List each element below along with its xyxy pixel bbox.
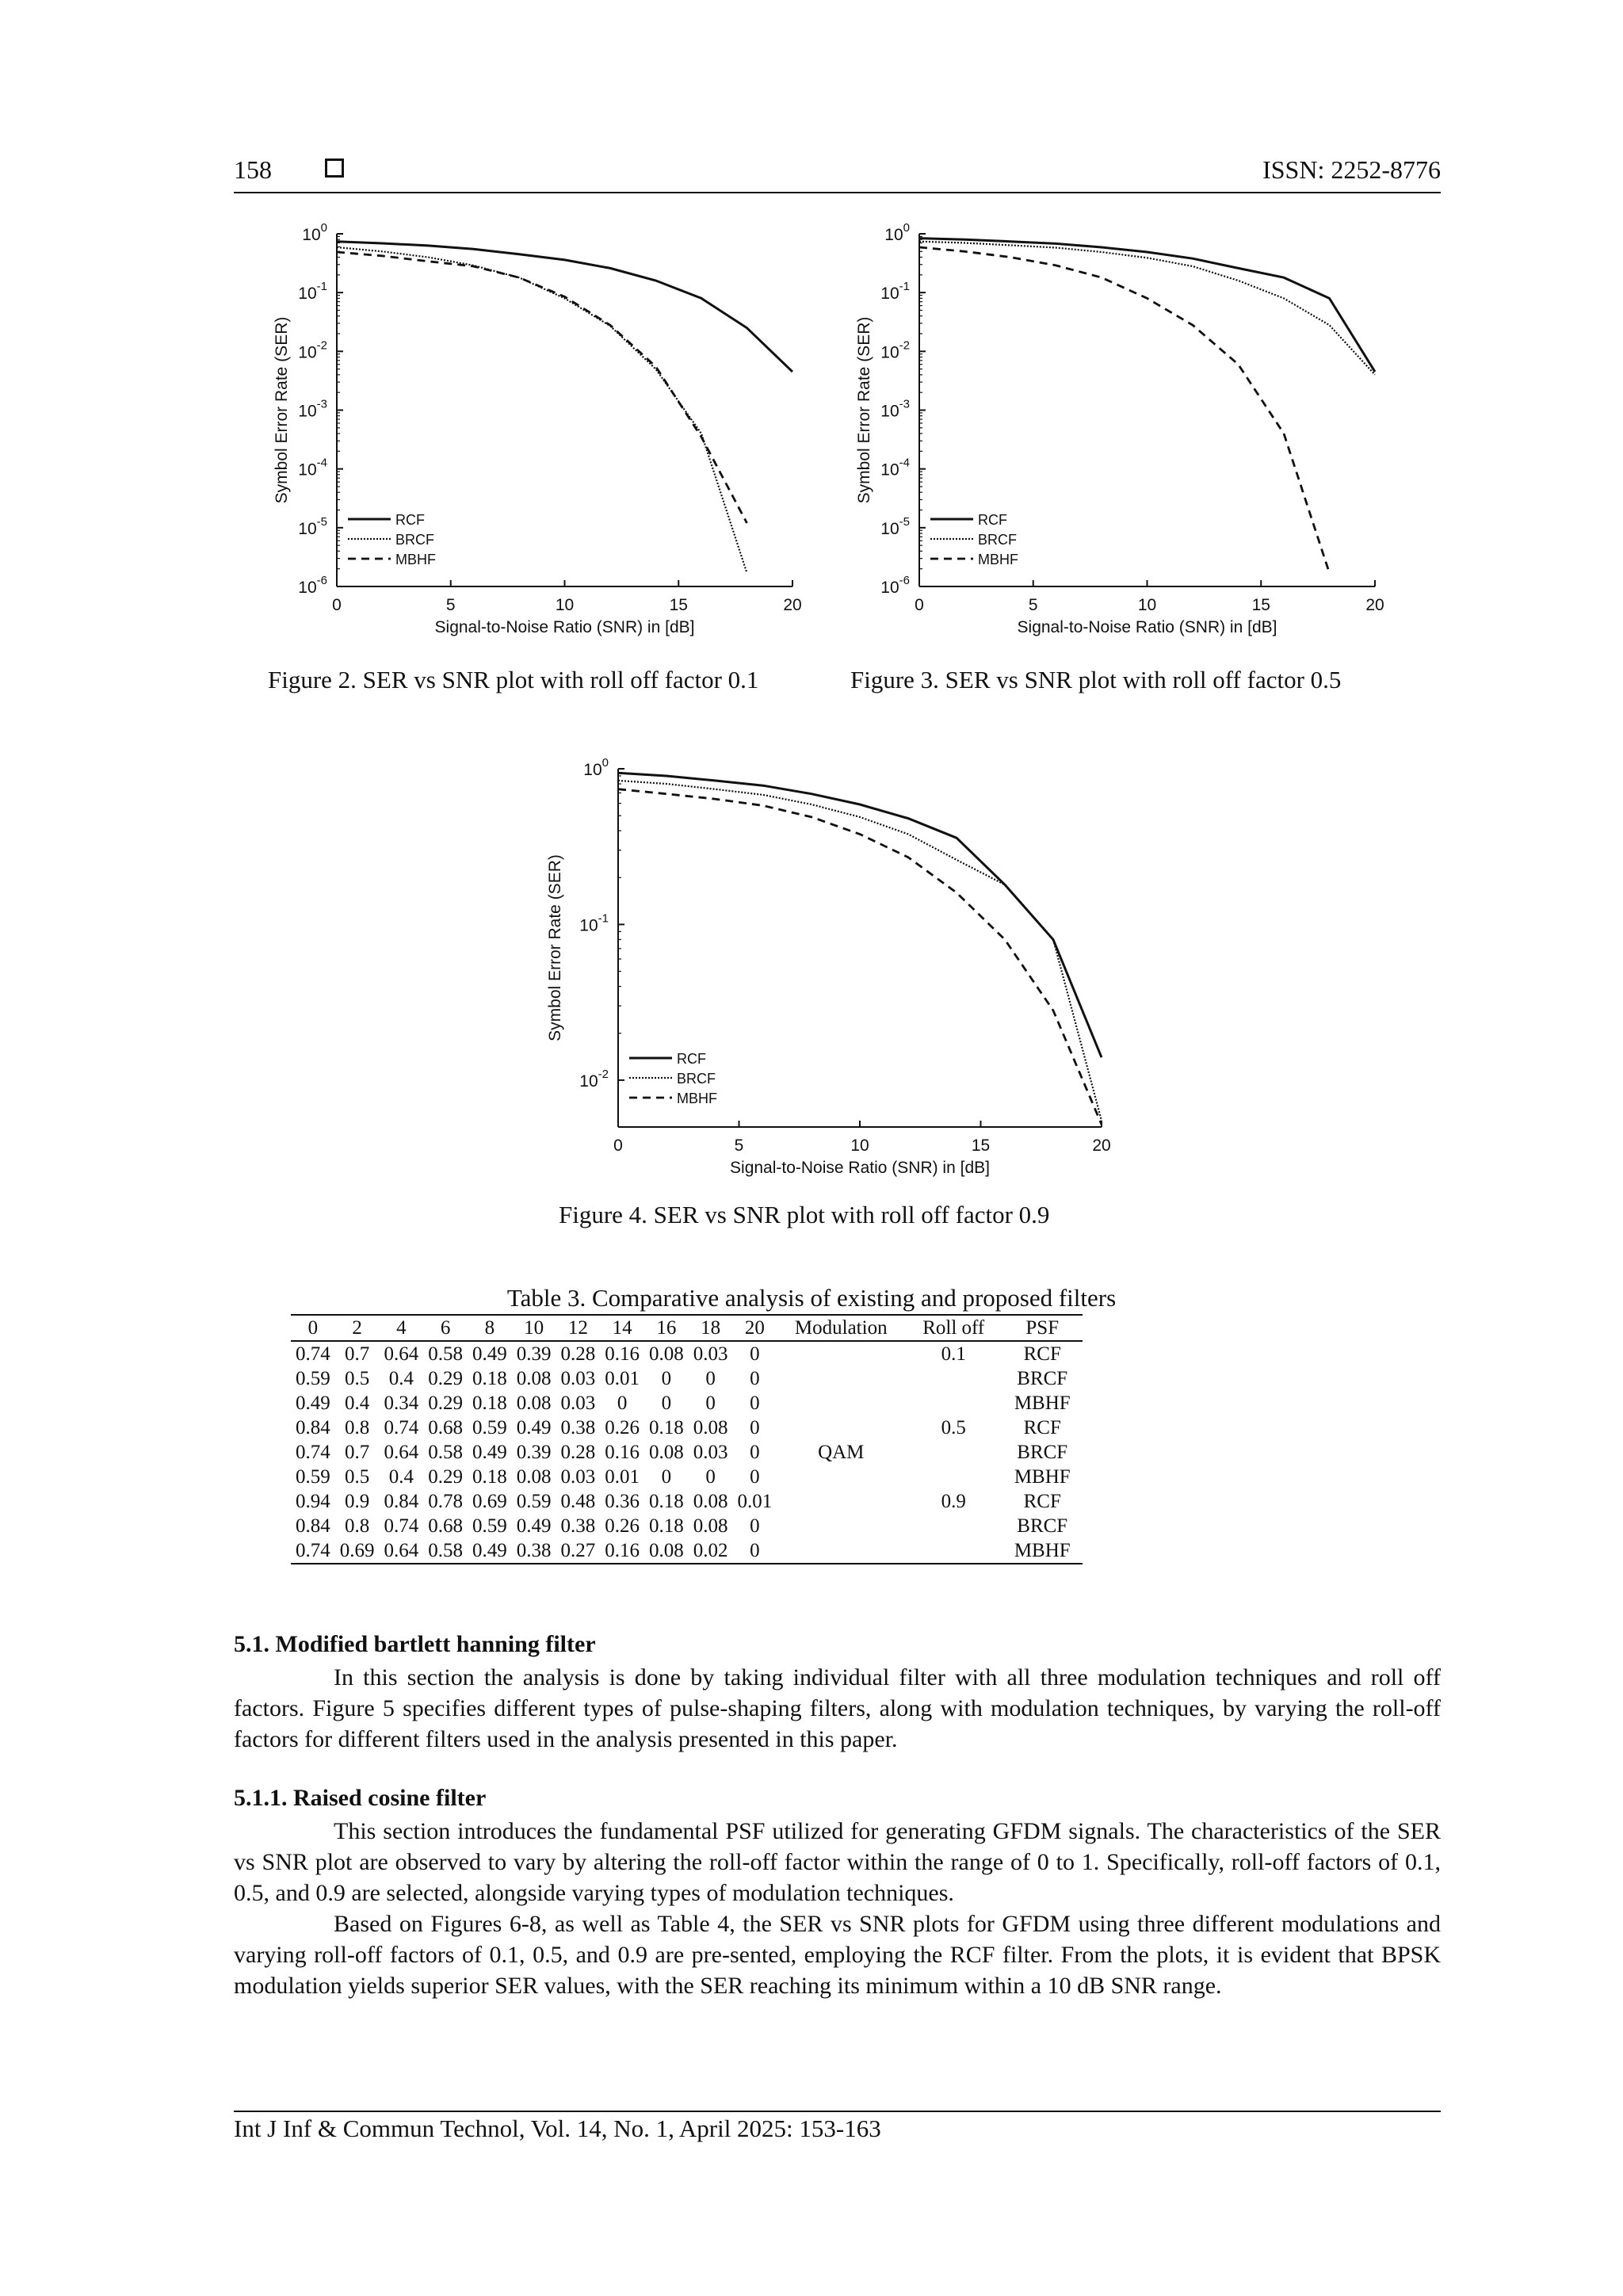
table-cell: 0.8 (345, 1417, 370, 1438)
y-tick-label: $10^{-6}$ (298, 574, 327, 597)
table-cell: 0.38 (560, 1515, 596, 1537)
table-cell (777, 1341, 905, 1366)
table-cell: 0 (661, 1368, 672, 1389)
table-cell: 0 (733, 1538, 777, 1564)
x-tick-label: 0 (915, 596, 924, 614)
series-line-brcf (618, 781, 1102, 1121)
y-tick-label: $10^{-2}$ (298, 338, 327, 362)
legend-label: RCF (395, 512, 425, 528)
table-cell: 0.38 (560, 1417, 596, 1438)
legend-label: MBHF (978, 552, 1018, 567)
table-cell (777, 1366, 905, 1391)
legend-label: BRCF (677, 1071, 716, 1087)
table-cell: 0.68 (428, 1515, 463, 1537)
table-cell (777, 1391, 905, 1415)
table-cell: 0.26 (605, 1417, 640, 1438)
table-header-cell: 4 (380, 1315, 424, 1341)
table-cell: MBHF (1002, 1538, 1083, 1564)
table-cell: BRCF (1017, 1442, 1068, 1463)
legend-label: BRCF (978, 532, 1017, 548)
table-cell: 0.5 (345, 1466, 370, 1488)
table-cell: 0.08 (649, 1343, 684, 1365)
table-cell: 0.18 (649, 1515, 684, 1537)
table-cell: 0.48 (560, 1491, 596, 1512)
table-cell: RCF (1023, 1417, 1061, 1438)
table-cell: 0.49 (296, 1392, 330, 1414)
table-cell: 0.59 (516, 1491, 552, 1512)
table-cell: 0.39 (516, 1343, 552, 1365)
figure-4-caption: Figure 4. SER vs SNR plot with roll off factor 0.9 (559, 1201, 1050, 1228)
figure-4-chart (535, 741, 1121, 1185)
series-line-rcf (337, 242, 792, 372)
table-cell: 0.74 (296, 1442, 330, 1463)
table-cell (905, 1391, 1002, 1415)
table-cell: 0 (750, 1343, 760, 1365)
table-header-cell: PSF (1002, 1315, 1083, 1341)
table-cell: 0 (661, 1466, 672, 1488)
table-cell: RCF (1023, 1343, 1061, 1365)
table-cell: 0.7 (345, 1442, 370, 1463)
table-cell: 0.28 (560, 1343, 596, 1365)
table-cell: 0.03 (693, 1343, 728, 1365)
table-cell: 0.18 (649, 1417, 684, 1438)
y-tick-label: $10^{-4}$ (880, 456, 910, 479)
table-cell: MBHF (1014, 1466, 1071, 1488)
issn: ISSN: 2252-8776 (1262, 155, 1441, 184)
y-tick-label: $10^{-4}$ (298, 456, 327, 479)
section-5-1-1-body (234, 1816, 1441, 2001)
paragraph: Based on Figures 6-8, as well as Table 4, the SER vs SNR plots for GFDM using three different modulations and varying roll-off factors of 0.1, 0.5, and 0.9 are pre-sented, employing the RCF filter. From the plots, it is evident that BPSK modulation yields superior SER values, with the SER reaching its minimum within a 10 dB SNR range. (234, 1911, 1441, 1999)
x-tick-label: 0 (332, 596, 342, 614)
table-cell: 0.18 (649, 1491, 684, 1512)
table-cell: 0.84 (296, 1417, 330, 1438)
header-rule (234, 192, 1441, 193)
table-cell: 0.59 (296, 1368, 330, 1389)
table-cell: 0.08 (693, 1515, 728, 1537)
y-tick-label: $10^{-1}$ (880, 280, 910, 304)
table-cell: 0.59 (472, 1417, 507, 1438)
y-tick-label: $10^{-1}$ (298, 280, 327, 304)
y-tick-label: $10^0$ (302, 221, 327, 244)
page-number: 158 (234, 155, 272, 184)
table-row (291, 1366, 1083, 1391)
table-cell: 0.94 (296, 1491, 330, 1512)
table-cell (905, 1538, 1002, 1564)
table-cell: 0.5 (345, 1368, 370, 1389)
table-header-cell: 0 (291, 1315, 335, 1341)
table-cell: 0.59 (296, 1466, 330, 1488)
box-icon (325, 159, 344, 178)
table-cell: 0.9 (345, 1491, 370, 1512)
table-cell: 0.49 (472, 1442, 507, 1463)
legend-label: MBHF (677, 1091, 717, 1106)
y-tick-label: $10^{-3}$ (880, 397, 910, 421)
paragraph: In this section the analysis is done by taking individual filter with all three modulation techniques and roll off factors. Figure 5 specifies different types of pulse-shaping filters, along with modulation techniques, by varying the roll-off factors for different filters used in the analysis presented in this paper. (234, 1664, 1441, 1752)
table-cell: 0.1 (941, 1343, 966, 1365)
table-cell: 0.38 (512, 1538, 556, 1564)
figure-2-caption: Figure 2. SER vs SNR plot with roll off factor 0.1 (268, 666, 759, 693)
table-cell: BRCF (1017, 1368, 1068, 1389)
table-cell: 0 (750, 1466, 760, 1488)
section-5-1-title: 5.1. Modified bartlett hanning filter (234, 1631, 596, 1657)
table-cell: 0.7 (345, 1343, 370, 1365)
y-tick-label: $10^0$ (884, 221, 910, 244)
x-tick-label: 0 (613, 1137, 623, 1155)
x-tick-label: 5 (1028, 596, 1038, 614)
table-cell: 0.08 (516, 1368, 552, 1389)
table-cell: 0.49 (472, 1343, 507, 1365)
y-tick-label: $10^{-3}$ (298, 397, 327, 421)
comparison-table (291, 1314, 1083, 1564)
table-row (291, 1514, 1083, 1538)
table-cell: 0.49 (516, 1515, 552, 1537)
table-header-cell: 10 (512, 1315, 556, 1341)
table-cell (777, 1514, 905, 1538)
table-cell: 0 (750, 1417, 760, 1438)
table-cell: 0 (705, 1368, 716, 1389)
table-cell: 0.03 (560, 1466, 596, 1488)
table-cell: 0.36 (605, 1491, 640, 1512)
table-cell (905, 1366, 1002, 1391)
table-cell: 0 (617, 1392, 628, 1414)
table-cell: 0.74 (384, 1515, 419, 1537)
table-cell: 0.08 (649, 1442, 684, 1463)
table-cell: 0.4 (345, 1392, 370, 1414)
y-tick-label: $10^{-5}$ (880, 514, 910, 538)
y-axis-label: Symbol Error Rate (SER) (546, 854, 564, 1041)
table-cell: 0.03 (693, 1442, 728, 1463)
x-tick-label: 5 (445, 596, 456, 614)
table-cell: 0.16 (605, 1442, 640, 1463)
table-cell: 0.29 (428, 1466, 463, 1488)
table-cell: 0 (661, 1392, 672, 1414)
table-cell: 0.27 (556, 1538, 601, 1564)
table-cell: RCF (1023, 1491, 1061, 1512)
y-tick-label: $10^{-2}$ (579, 1067, 609, 1091)
table-cell: 0.01 (737, 1491, 773, 1512)
y-tick-label: $10^{-1}$ (579, 911, 609, 935)
table-cell: 0.4 (388, 1466, 414, 1488)
y-axis-label: Symbol Error Rate (SER) (273, 316, 291, 504)
table-cell: 0 (705, 1466, 716, 1488)
x-tick-label: 15 (1251, 596, 1270, 614)
table-cell: 0.29 (428, 1392, 463, 1414)
series-line-rcf (618, 773, 1102, 1057)
comparison-table-wrap (291, 1314, 1083, 1564)
table-cell: 0.08 (644, 1538, 689, 1564)
table-row (291, 1538, 1083, 1564)
legend-label: BRCF (395, 532, 434, 548)
table-header-row (291, 1315, 1083, 1341)
table-cell: 0.08 (693, 1491, 728, 1512)
table-cell: 0.16 (600, 1538, 644, 1564)
table-cell: 0.64 (384, 1442, 419, 1463)
table-row (291, 1341, 1083, 1366)
table-cell: 0.69 (335, 1538, 380, 1564)
table-cell: 0.5 (941, 1417, 966, 1438)
section-5-1-body (234, 1662, 1441, 1755)
table-header-cell: Roll off (905, 1315, 1002, 1341)
table-header-cell: 14 (600, 1315, 644, 1341)
y-axis-label: Symbol Error Rate (SER) (855, 316, 873, 504)
table-cell: 0.74 (291, 1538, 335, 1564)
table-header-cell: 16 (644, 1315, 689, 1341)
table-cell: 0.34 (384, 1392, 419, 1414)
series-line-brcf (919, 242, 1375, 375)
table-cell: 0 (750, 1368, 760, 1389)
table-row (291, 1489, 1083, 1514)
x-axis-label: Signal-to-Noise Ratio (SNR) in [dB] (434, 618, 695, 636)
table-header-cell: 8 (468, 1315, 512, 1341)
table-cell: 0.58 (428, 1442, 463, 1463)
table-header-cell: 6 (423, 1315, 468, 1341)
table-cell: 0.74 (384, 1417, 419, 1438)
table-cell: 0.84 (384, 1491, 419, 1512)
table-cell: 0.9 (941, 1491, 966, 1512)
figure-3-caption: Figure 3. SER vs SNR plot with roll off factor 0.5 (850, 666, 1342, 693)
table-cell: 0.39 (516, 1442, 552, 1463)
x-tick-label: 10 (555, 596, 575, 614)
x-tick-label: 10 (1137, 596, 1157, 614)
table-cell: 0 (750, 1515, 760, 1537)
legend-label: MBHF (395, 552, 436, 567)
table-cell: 0.59 (472, 1515, 507, 1537)
table-cell: 0.49 (516, 1417, 552, 1438)
table-cell: 0 (750, 1392, 760, 1414)
table-cell (905, 1465, 1002, 1489)
table-header-cell: Modulation (777, 1315, 905, 1341)
table-cell: 0 (705, 1392, 716, 1414)
table-cell: 0.08 (516, 1466, 552, 1488)
table-cell: 0.18 (472, 1466, 507, 1488)
x-tick-label: 20 (783, 596, 802, 614)
y-tick-label: $10^{-2}$ (880, 338, 910, 362)
table-cell: 0.02 (689, 1538, 733, 1564)
table-cell: 0.58 (423, 1538, 468, 1564)
y-tick-label: $10^{-6}$ (880, 574, 910, 597)
x-tick-label: 15 (669, 596, 688, 614)
x-tick-label: 20 (1092, 1137, 1111, 1155)
table-cell (777, 1538, 905, 1564)
table-cell: 0.68 (428, 1417, 463, 1438)
x-tick-label: 15 (971, 1137, 991, 1155)
table-cell: 0.74 (296, 1343, 330, 1365)
x-tick-label: 5 (734, 1137, 744, 1155)
table-cell: 0.64 (384, 1343, 419, 1365)
section-5-1-1-title: 5.1.1. Raised cosine filter (234, 1785, 487, 1811)
table-header-cell: 20 (733, 1315, 777, 1341)
table-cell: BRCF (1017, 1515, 1068, 1537)
table-row (291, 1391, 1083, 1415)
table-cell: 0 (750, 1442, 760, 1463)
legend-label: RCF (978, 512, 1007, 528)
table-cell: 0.49 (468, 1538, 512, 1564)
table-header-cell: 12 (556, 1315, 601, 1341)
table-cell (777, 1465, 905, 1489)
footer-citation: Int J Inf & Commun Technol, Vol. 14, No. 1, April 2025: 153-163 (234, 2115, 881, 2142)
table-cell: 0.28 (560, 1442, 596, 1463)
table-cell: 0.16 (605, 1343, 640, 1365)
legend-label: RCF (677, 1051, 706, 1067)
table-cell: QAM (818, 1442, 865, 1463)
table-cell: MBHF (1014, 1392, 1071, 1414)
y-tick-label: $10^0$ (583, 756, 609, 779)
table-cell: 0.26 (605, 1515, 640, 1537)
figure-3-chart (852, 214, 1407, 642)
figure-2-chart (269, 214, 824, 642)
table-cell: 0.08 (693, 1417, 728, 1438)
y-tick-label: $10^{-5}$ (298, 514, 327, 538)
table-cell (905, 1514, 1002, 1538)
table-cell: 0.58 (428, 1343, 463, 1365)
table-header-cell: 2 (335, 1315, 380, 1341)
table-caption: Table 3. Comparative analysis of existing and proposed filters (506, 1284, 1117, 1312)
table-cell: 0.64 (380, 1538, 424, 1564)
table-cell: 0.84 (296, 1515, 330, 1537)
table-cell (777, 1415, 905, 1440)
table-row (291, 1440, 1083, 1465)
table-row (291, 1465, 1083, 1489)
table-cell: 0.03 (560, 1368, 596, 1389)
table-cell: 0.69 (472, 1491, 507, 1512)
table-cell: 0.78 (428, 1491, 463, 1512)
table-cell (777, 1489, 905, 1514)
table-cell: 0.18 (472, 1392, 507, 1414)
x-axis-label: Signal-to-Noise Ratio (SNR) in [dB] (1017, 618, 1277, 636)
paragraph: This section introduces the fundamental PSF utilized for generating GFDM signals. The characteristics of the SER vs SNR plot are observed to vary by altering the roll-off factor within the range of 0 to 1. Specifically, roll-off factors of 0.1, 0.5, and 0.9 are selected, alongside varying types of modulation techniques. (234, 1818, 1441, 1906)
x-tick-label: 10 (850, 1137, 869, 1155)
footer-rule (234, 2111, 1441, 2112)
table-cell: 0.8 (345, 1515, 370, 1537)
table-cell: 0.18 (472, 1368, 507, 1389)
table-cell: 0.01 (605, 1368, 640, 1389)
x-tick-label: 20 (1365, 596, 1384, 614)
table-cell: 0.4 (388, 1368, 414, 1389)
table-cell: 0.08 (516, 1392, 552, 1414)
table-cell: 0.03 (560, 1392, 596, 1414)
x-axis-label: Signal-to-Noise Ratio (SNR) in [dB] (730, 1159, 990, 1177)
table-cell: 0.29 (428, 1368, 463, 1389)
table-header-cell: 18 (689, 1315, 733, 1341)
table-cell: 0.01 (605, 1466, 640, 1488)
table-row (291, 1415, 1083, 1440)
table-cell (905, 1440, 1002, 1465)
